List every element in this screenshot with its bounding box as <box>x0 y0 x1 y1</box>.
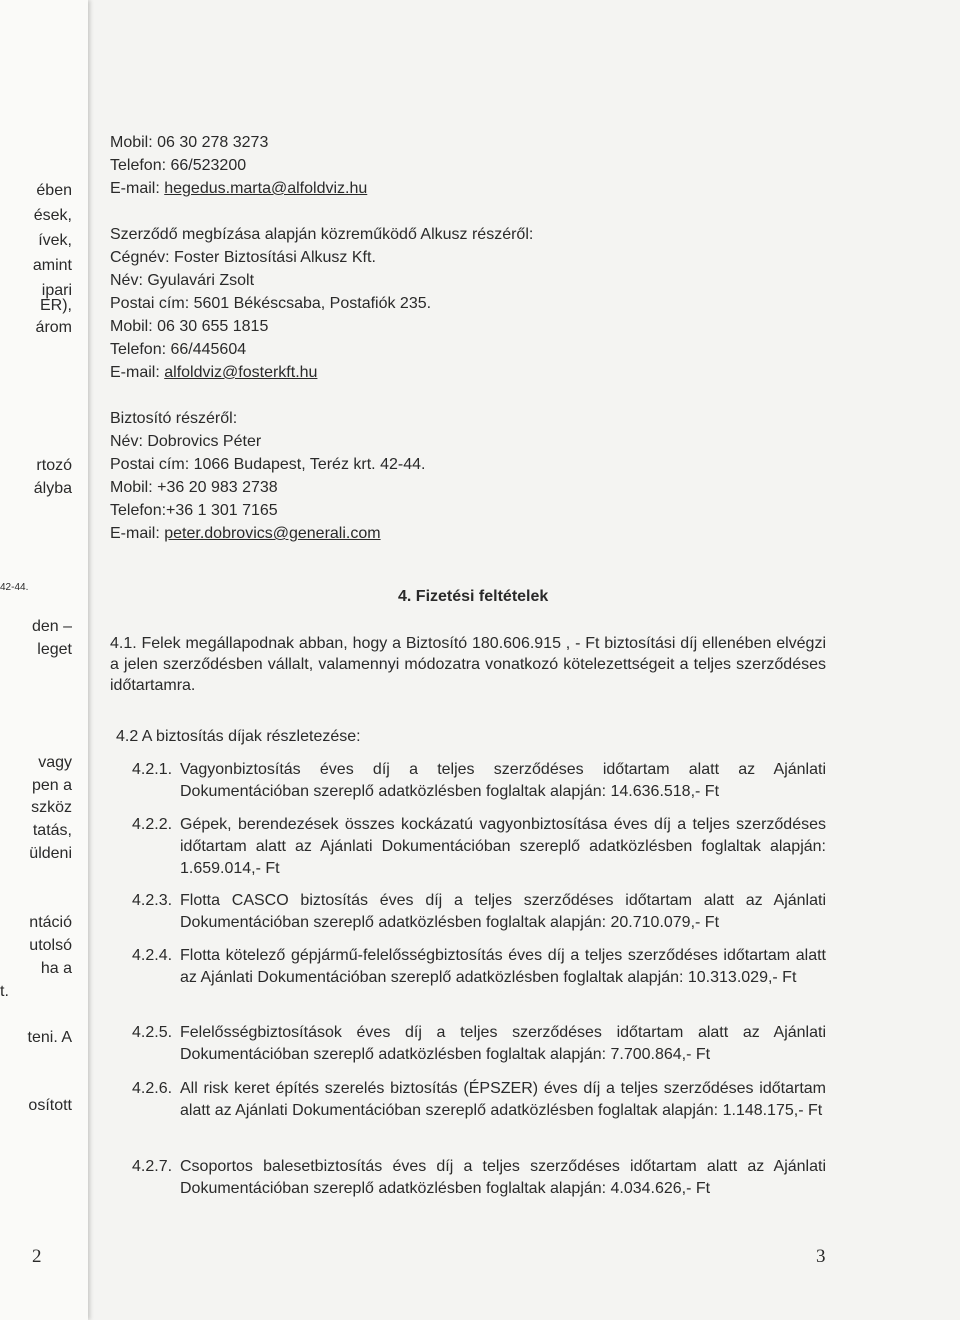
broker-phone: Telefon: 66/445604 <box>110 341 247 358</box>
item-text: Gépek, berendezések összes kockázatú vagyonbiztosítása éves díj a teljes szerződéses időtartam alatt az Ajánlati Dokumentációban szereplő adatközlésben foglaltak alapján: 1.659.014,- Ft <box>180 816 826 877</box>
email-label: E-mail: <box>110 525 165 542</box>
document-page <box>96 0 960 1320</box>
left-page-fragment: szköz <box>31 799 72 816</box>
left-page-fragment: ipari <box>41 282 72 299</box>
insurer-name: Név: Dobrovics Péter <box>110 433 262 450</box>
broker-name: Név: Gyulavári Zsolt <box>110 272 255 289</box>
page-number: 3 <box>816 1246 826 1267</box>
left-page-fragment: t. <box>0 983 9 1000</box>
left-page-fragment: teni. A <box>27 1029 72 1046</box>
list-item <box>132 890 826 934</box>
left-page-fragment: pen a <box>31 777 72 794</box>
item-text: Felelősségbiztosítások éves díj a teljes szerződéses időtartam alatt az Ajánlati Dokumentációban szereplő adatközlésben foglaltak alapján: 7.700.864,- Ft <box>180 1024 826 1063</box>
broker-email-line <box>110 363 317 383</box>
left-page-fragment: rtozó <box>36 457 72 474</box>
item-text: Vagyonbiztosítás éves díj a teljes szerződéses időtartam alatt az Ajánlati Dokumentációban szereplő adatközlésben foglaltak alapján: 14.636.518,- Ft <box>180 761 826 800</box>
paragraph-4-2: 4.2 A biztosítás díjak részletezése: <box>116 728 361 745</box>
email-label: E-mail: <box>110 364 165 381</box>
left-page-fragment: ályba <box>33 480 72 497</box>
list-item <box>132 814 826 880</box>
left-page-fragment: 42-44. <box>0 582 29 593</box>
item-number: 4.2.3. <box>132 892 173 909</box>
item-text: All risk keret építés szerelés biztosítás (ÉPSZER) éves díj a teljes szerződéses időtartam alatt az Ajánlati Dokumentációban szereplő adatközlésben foglaltak alapján: 1.148.175,- Ft <box>180 1080 826 1119</box>
insurer-mobile: Mobil: +36 20 983 2738 <box>110 479 278 496</box>
email-link[interactable]: peter.dobrovics@generali.com <box>164 525 381 542</box>
left-page-fragment: leget <box>37 641 72 658</box>
item-number: 4.2.6. <box>132 1080 173 1097</box>
item-number: 4.2.4. <box>132 947 173 964</box>
left-page-fragment: árom <box>35 319 72 336</box>
contact-mobile: Mobil: 06 30 278 3273 <box>110 134 269 151</box>
left-page-fragment: ntáció <box>29 914 72 931</box>
item-number: 4.2.1. <box>132 761 173 778</box>
item-text: Flotta CASCO biztosítás éves díj a teljes szerződéses időtartam alatt az Ajánlati Dokumentációban szereplő adatközlésben foglaltak alapján: 20.710.079,- Ft <box>180 892 826 931</box>
list-item <box>132 1022 826 1066</box>
broker-address: Postai cím: 5601 Békéscsaba, Postafiók 235. <box>110 295 432 312</box>
list-item <box>132 759 826 803</box>
broker-company: Cégnév: Foster Biztosítási Alkusz Kft. <box>110 249 376 266</box>
insurer-address: Postai cím: 1066 Budapest, Teréz krt. 42-44. <box>110 456 426 473</box>
contact-phone: Telefon: 66/523200 <box>110 157 247 174</box>
left-page-fragment: amint <box>32 257 72 274</box>
left-page-fragment: osított <box>28 1097 72 1114</box>
left-page-fragment: ívek, <box>38 232 72 249</box>
left-page-fragment: tatás, <box>32 822 72 839</box>
insurer-intro: Biztosító részéről: <box>110 410 238 427</box>
email-link[interactable]: hegedus.marta@alfoldviz.hu <box>164 180 368 197</box>
paragraph-4-1: 4.1. Felek megállapodnak abban, hogy a Biztosító 180.606.915 , - Ft biztosítási díj ellenében elvégzi a jelen szerződésben vállalt, valamennyi módozatra vonatkozó kötelezettségeit a teljes szerződéses időtartamra. <box>110 635 826 694</box>
left-page-edge <box>0 0 88 1320</box>
item-number: 4.2.7. <box>132 1158 173 1175</box>
list-item <box>132 1156 826 1200</box>
item-number: 4.2.2. <box>132 816 173 833</box>
email-link[interactable]: alfoldviz@fosterkft.hu <box>164 364 318 381</box>
insurer-phone: Telefon:+36 1 301 7165 <box>110 502 278 519</box>
left-page-number: 2 <box>32 1246 42 1267</box>
contact-email-line <box>110 179 367 199</box>
left-page-fragment: üldeni <box>29 845 72 862</box>
left-page-fragment: ER), <box>40 297 72 314</box>
left-page-fragment: vagy <box>38 754 72 771</box>
left-page-fragment: ések, <box>33 207 72 224</box>
left-page-fragment: ében <box>36 182 72 199</box>
left-page-fragment: ha a <box>40 960 72 977</box>
broker-intro: Szerződő megbízása alapján közreműködő Alkusz részéről: <box>110 226 534 243</box>
insurer-email-line <box>110 524 381 544</box>
item-text: Csoportos balesetbiztosítás éves díj a teljes szerződéses időtartam alatt az Ajánlati Dokumentációban szereplő adatközlésben foglaltak alapján: 4.034.626,- Ft <box>180 1158 826 1197</box>
left-page-fragment: den – <box>31 618 72 635</box>
section-heading: 4. Fizetési feltételek <box>398 588 549 605</box>
email-label: E-mail: <box>110 180 165 197</box>
item-number: 4.2.5. <box>132 1024 173 1041</box>
list-item <box>132 945 826 989</box>
broker-mobile: Mobil: 06 30 655 1815 <box>110 318 269 335</box>
item-text: Flotta kötelező gépjármű-felelősségbiztosítás éves díj a teljes szerződéses időtartam alatt az Ajánlati Dokumentációban szereplő adatközlésben foglaltak alapján: 10.313.029,- Ft <box>180 947 826 986</box>
left-page-fragment: utolsó <box>29 937 72 954</box>
list-item <box>132 1078 826 1122</box>
